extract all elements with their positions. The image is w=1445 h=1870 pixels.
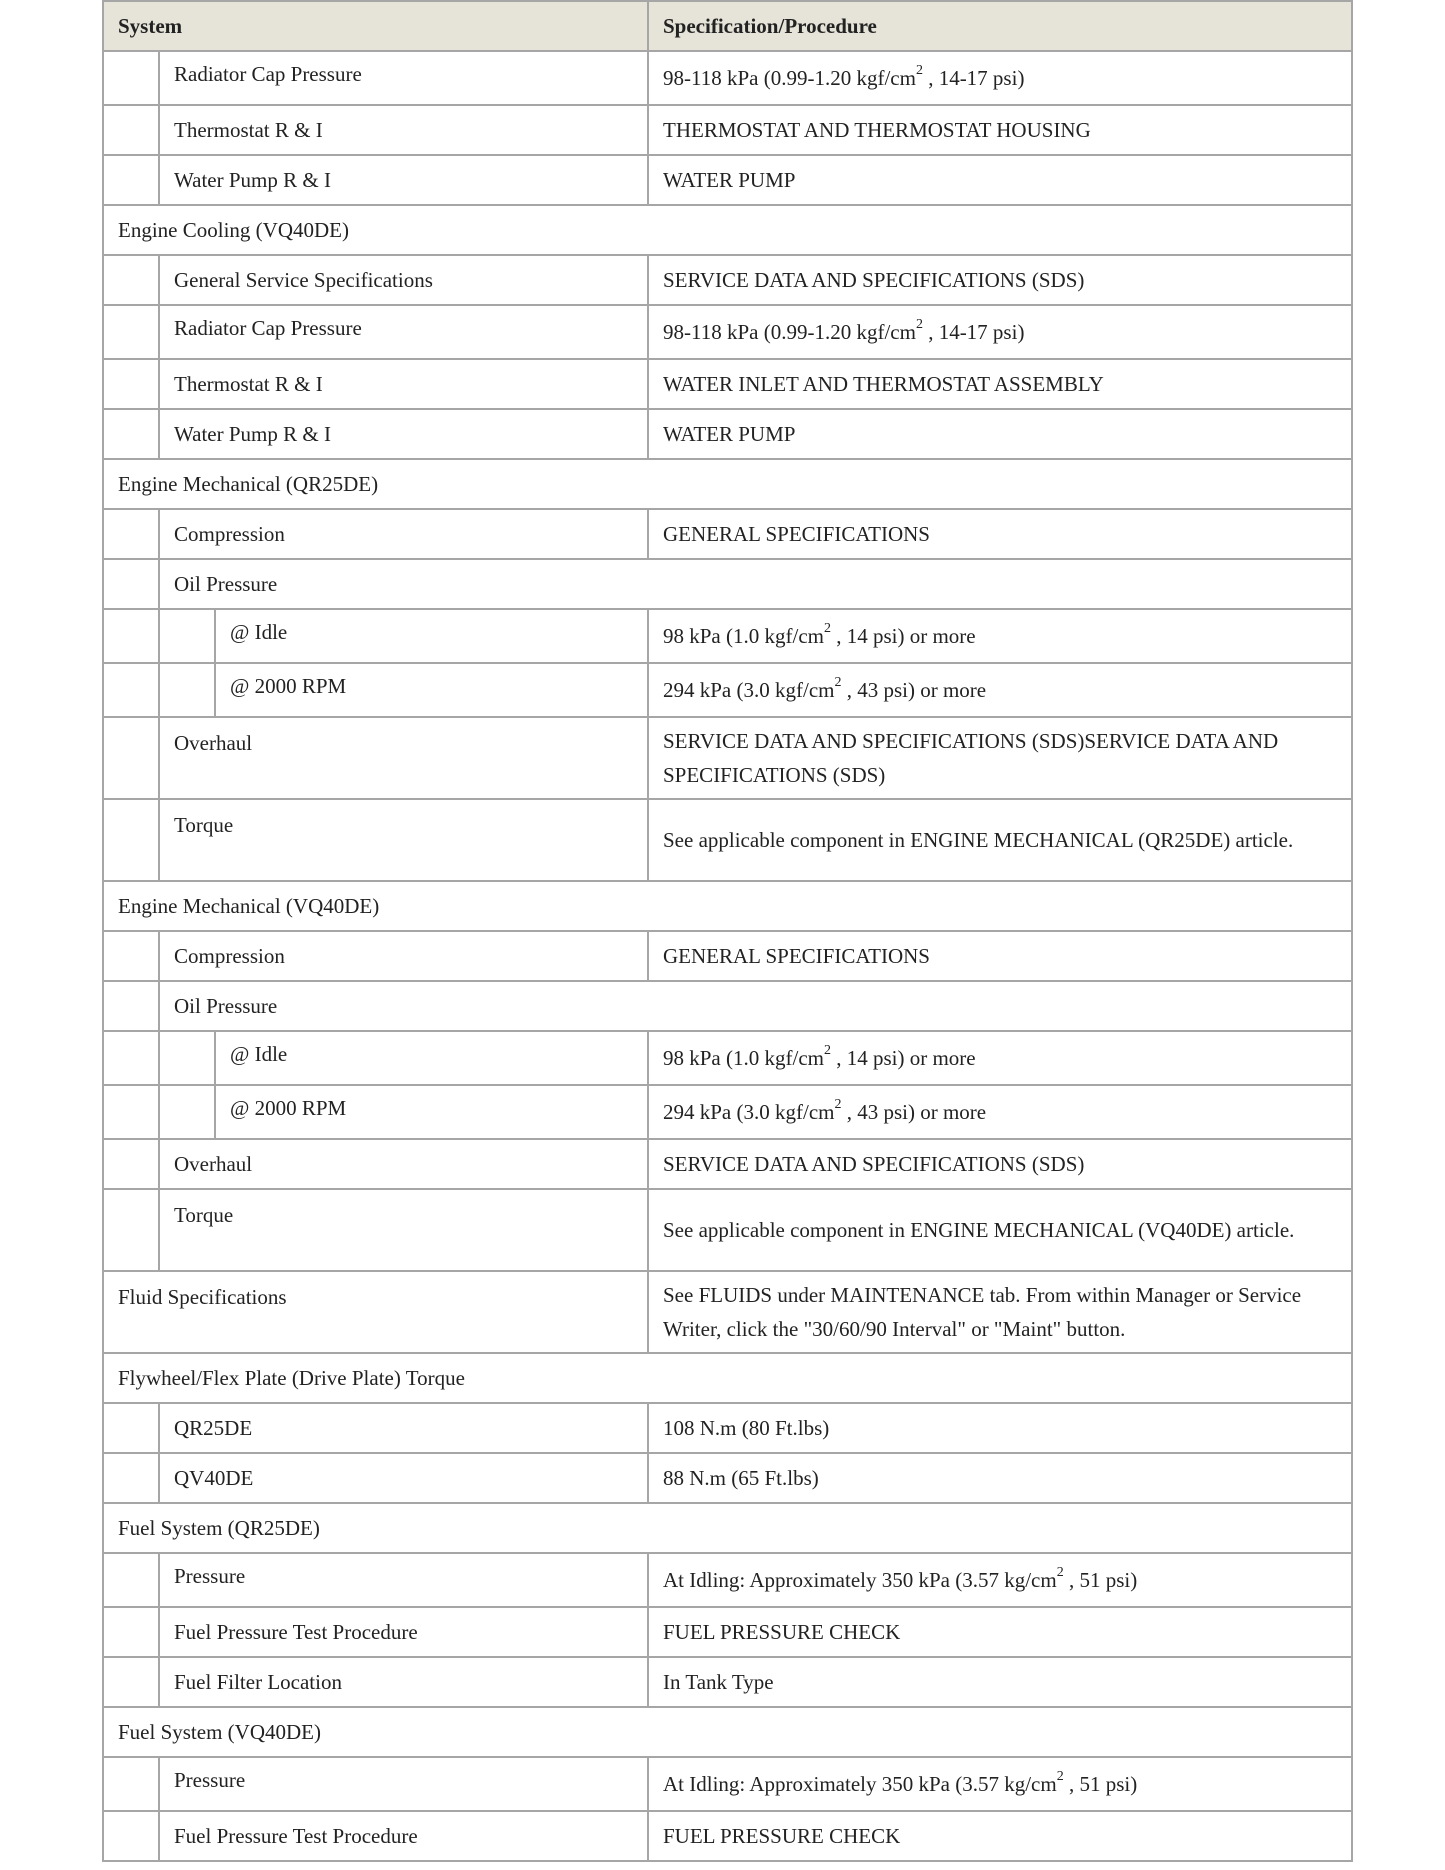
specification-text-tail: , 43 psi) or more	[841, 1100, 987, 1124]
specification-text: 88 N.m (65 Ft.lbs)	[663, 1466, 819, 1490]
specification-cell	[648, 305, 1352, 359]
specification-text: SERVICE DATA AND SPECIFICATIONS (SDS)SERVICE DATA AND SPECIFICATIONS (SDS)	[663, 729, 1279, 787]
indent-cell	[103, 1453, 159, 1503]
system-cell	[159, 799, 648, 881]
table-row	[103, 1403, 1352, 1453]
indent-cell	[103, 359, 159, 409]
system-cell	[103, 1271, 648, 1353]
system-cell	[159, 51, 648, 105]
table-row	[103, 51, 1352, 105]
table-row	[103, 1353, 1352, 1403]
specification-text: At Idling: Approximately 350 kPa (3.57 kg/cm	[663, 1568, 1057, 1592]
system-label: Compression	[174, 944, 285, 968]
system-label: Water Pump R & I	[174, 422, 331, 446]
specification-text: 294 kPa (3.0 kgf/cm	[663, 678, 835, 702]
specification-superscript: 2	[823, 1043, 831, 1058]
specification-text: WATER INLET AND THERMOSTAT ASSEMBLY	[663, 372, 1104, 396]
system-label: QV40DE	[174, 1466, 254, 1490]
indent-cell	[103, 1189, 159, 1271]
table-row	[103, 409, 1352, 459]
header-specification: Specification/Procedure	[648, 1, 1352, 51]
specification-text: 98 kPa (1.0 kgf/cm	[663, 1046, 824, 1070]
table-row	[103, 305, 1352, 359]
system-cell	[159, 1811, 648, 1861]
specification-text: WATER PUMP	[663, 168, 796, 192]
spec-table	[102, 0, 1353, 1862]
specification-text: At Idling: Approximately 350 kPa (3.57 kg/cm	[663, 1772, 1057, 1796]
specification-cell	[648, 931, 1352, 981]
specification-text: See applicable component in ENGINE MECHANICAL (VQ40DE) article.	[663, 1218, 1295, 1242]
specification-text: 98-118 kPa (0.99-1.20 kgf/cm	[663, 66, 916, 90]
indent-cell	[103, 799, 159, 881]
system-cell	[159, 255, 648, 305]
table-row	[103, 609, 1352, 663]
table-row	[103, 205, 1352, 255]
specification-superscript: 2	[834, 1097, 842, 1112]
indent-cell	[159, 663, 215, 717]
indent-cell	[103, 559, 159, 609]
system-cell	[159, 1139, 648, 1189]
system-label: General Service Specifications	[174, 268, 433, 292]
system-label: Water Pump R & I	[174, 168, 331, 192]
system-label: @ Idle	[230, 1042, 288, 1066]
specification-text: FUEL PRESSURE CHECK	[663, 1824, 901, 1848]
system-label: @ Idle	[230, 620, 288, 644]
system-cell	[103, 1353, 1352, 1403]
specification-cell	[648, 1607, 1352, 1657]
table-row	[103, 155, 1352, 205]
specification-text: See FLUIDS under MAINTENANCE tab. From within Manager or Service Writer, click the "30/60/90 Interval" or "Maint" button.	[663, 1283, 1302, 1341]
specification-text: 108 N.m (80 Ft.lbs)	[663, 1416, 830, 1440]
indent-cell	[103, 409, 159, 459]
system-cell	[159, 1453, 648, 1503]
system-label: Fuel System (QR25DE)	[118, 1516, 320, 1540]
specification-superscript: 2	[915, 63, 923, 78]
specification-cell	[648, 1271, 1352, 1353]
system-label: Fuel System (VQ40DE)	[118, 1720, 321, 1744]
system-label: Engine Mechanical (QR25DE)	[118, 472, 379, 496]
table-row	[103, 105, 1352, 155]
table-row	[103, 1607, 1352, 1657]
system-cell	[159, 409, 648, 459]
system-label: @ 2000 RPM	[230, 1096, 347, 1120]
system-cell	[159, 1189, 648, 1271]
table-row	[103, 1189, 1352, 1271]
specification-superscript: 2	[1056, 1769, 1064, 1784]
system-cell	[159, 1657, 648, 1707]
specification-superscript: 2	[1056, 1565, 1064, 1580]
system-label: Fuel Filter Location	[174, 1670, 342, 1694]
system-cell	[159, 1607, 648, 1657]
table-row	[103, 1271, 1352, 1353]
specification-cell	[648, 1031, 1352, 1085]
indent-cell	[103, 663, 159, 717]
indent-cell	[103, 1139, 159, 1189]
specification-text-tail: , 43 psi) or more	[841, 678, 987, 702]
specification-superscript: 2	[834, 675, 842, 690]
specification-cell	[648, 799, 1352, 881]
specification-text: THERMOSTAT AND THERMOSTAT HOUSING	[663, 118, 1091, 142]
spec-table-body	[103, 51, 1352, 1861]
table-row	[103, 1657, 1352, 1707]
system-cell	[159, 305, 648, 359]
specification-cell	[648, 51, 1352, 105]
system-label: Fuel Pressure Test Procedure	[174, 1620, 418, 1644]
system-label: Torque	[174, 1203, 234, 1227]
system-cell	[159, 717, 648, 799]
system-cell	[103, 205, 1352, 255]
indent-cell	[103, 981, 159, 1031]
table-row	[103, 1553, 1352, 1607]
table-row	[103, 1811, 1352, 1861]
table-row	[103, 981, 1352, 1031]
specification-text: SERVICE DATA AND SPECIFICATIONS (SDS)	[663, 268, 1085, 292]
system-label: Pressure	[174, 1768, 246, 1792]
system-label: Oil Pressure	[174, 572, 278, 596]
header-system: System	[103, 1, 648, 51]
system-label: Engine Cooling (VQ40DE)	[118, 218, 349, 242]
system-label: Thermostat R & I	[174, 118, 323, 142]
system-label: Fuel Pressure Test Procedure	[174, 1824, 418, 1848]
indent-cell	[103, 1403, 159, 1453]
specification-cell	[648, 1553, 1352, 1607]
system-cell	[103, 881, 1352, 931]
specification-superscript: 2	[823, 621, 831, 636]
system-cell	[215, 663, 648, 717]
specification-cell	[648, 1189, 1352, 1271]
system-label: Radiator Cap Pressure	[174, 62, 362, 86]
table-row	[103, 799, 1352, 881]
system-cell	[159, 1757, 648, 1811]
specification-text: GENERAL SPECIFICATIONS	[663, 522, 930, 546]
specification-text: 98 kPa (1.0 kgf/cm	[663, 624, 824, 648]
system-cell	[215, 1031, 648, 1085]
indent-cell	[103, 931, 159, 981]
specification-text: GENERAL SPECIFICATIONS	[663, 944, 930, 968]
indent-cell	[103, 1811, 159, 1861]
system-label: Thermostat R & I	[174, 372, 323, 396]
table-row	[103, 509, 1352, 559]
specification-text-tail: , 51 psi)	[1063, 1772, 1138, 1796]
system-cell	[159, 359, 648, 409]
table-row	[103, 1085, 1352, 1139]
system-label: @ 2000 RPM	[230, 674, 347, 698]
system-label: QR25DE	[174, 1416, 253, 1440]
indent-cell	[103, 1031, 159, 1085]
system-label: Torque	[174, 813, 234, 837]
system-cell	[215, 1085, 648, 1139]
system-cell	[159, 559, 1352, 609]
system-label: Fluid Specifications	[118, 1285, 287, 1309]
indent-cell	[103, 609, 159, 663]
specification-cell	[648, 155, 1352, 205]
system-cell	[159, 509, 648, 559]
specification-cell	[648, 359, 1352, 409]
system-cell	[103, 459, 1352, 509]
specification-cell	[648, 1403, 1352, 1453]
system-label: Overhaul	[174, 1152, 253, 1176]
system-cell	[159, 981, 1352, 1031]
system-label: Pressure	[174, 1564, 246, 1588]
specification-cell	[648, 1757, 1352, 1811]
indent-cell	[103, 509, 159, 559]
specification-text-tail: , 51 psi)	[1063, 1568, 1138, 1592]
indent-cell	[159, 1085, 215, 1139]
specification-text: FUEL PRESSURE CHECK	[663, 1620, 901, 1644]
system-label: Engine Mechanical (VQ40DE)	[118, 894, 380, 918]
specification-cell	[648, 1657, 1352, 1707]
table-row	[103, 881, 1352, 931]
specification-text-tail: , 14-17 psi)	[922, 320, 1025, 344]
specification-superscript: 2	[915, 317, 923, 332]
system-label: Overhaul	[174, 731, 253, 755]
indent-cell	[103, 1607, 159, 1657]
indent-cell	[103, 51, 159, 105]
table-row	[103, 717, 1352, 799]
system-label: Flywheel/Flex Plate (Drive Plate) Torque	[118, 1366, 465, 1390]
table-row	[103, 1031, 1352, 1085]
system-cell	[215, 609, 648, 663]
table-row	[103, 459, 1352, 509]
specification-text: WATER PUMP	[663, 422, 796, 446]
system-cell	[159, 1403, 648, 1453]
specification-cell	[648, 255, 1352, 305]
specification-cell	[648, 1139, 1352, 1189]
system-cell	[103, 1707, 1352, 1757]
indent-cell	[103, 105, 159, 155]
specification-cell	[648, 1811, 1352, 1861]
indent-cell	[103, 305, 159, 359]
indent-cell	[103, 717, 159, 799]
indent-cell	[103, 1657, 159, 1707]
indent-cell	[103, 1757, 159, 1811]
specification-text-tail: , 14 psi) or more	[830, 624, 976, 648]
indent-cell	[103, 1553, 159, 1607]
specification-cell	[648, 1085, 1352, 1139]
specification-text: In Tank Type	[663, 1670, 774, 1694]
specification-cell	[648, 409, 1352, 459]
indent-cell	[159, 609, 215, 663]
table-row	[103, 1453, 1352, 1503]
specification-text: 98-118 kPa (0.99-1.20 kgf/cm	[663, 320, 916, 344]
indent-cell	[159, 1031, 215, 1085]
system-label: Oil Pressure	[174, 994, 278, 1018]
indent-cell	[103, 155, 159, 205]
specification-text-tail: , 14 psi) or more	[830, 1046, 976, 1070]
table-row	[103, 931, 1352, 981]
table-row	[103, 1757, 1352, 1811]
specification-text: SERVICE DATA AND SPECIFICATIONS (SDS)	[663, 1152, 1085, 1176]
table-row	[103, 359, 1352, 409]
table-row	[103, 255, 1352, 305]
specification-text: See applicable component in ENGINE MECHANICAL (QR25DE) article.	[663, 828, 1294, 852]
table-row	[103, 1503, 1352, 1553]
table-row	[103, 1707, 1352, 1757]
specification-cell	[648, 717, 1352, 799]
system-cell	[159, 155, 648, 205]
indent-cell	[103, 255, 159, 305]
table-row	[103, 559, 1352, 609]
system-cell	[159, 1553, 648, 1607]
specification-cell	[648, 105, 1352, 155]
table-row	[103, 663, 1352, 717]
specification-text-tail: , 14-17 psi)	[922, 66, 1025, 90]
system-cell	[103, 1503, 1352, 1553]
system-label: Compression	[174, 522, 285, 546]
specification-cell	[648, 609, 1352, 663]
specification-text: 294 kPa (3.0 kgf/cm	[663, 1100, 835, 1124]
specification-cell	[648, 509, 1352, 559]
specification-cell	[648, 1453, 1352, 1503]
system-cell	[159, 931, 648, 981]
table-row	[103, 1139, 1352, 1189]
specification-cell	[648, 663, 1352, 717]
system-cell	[159, 105, 648, 155]
header-row	[103, 1, 1352, 51]
system-label: Radiator Cap Pressure	[174, 316, 362, 340]
indent-cell	[103, 1085, 159, 1139]
